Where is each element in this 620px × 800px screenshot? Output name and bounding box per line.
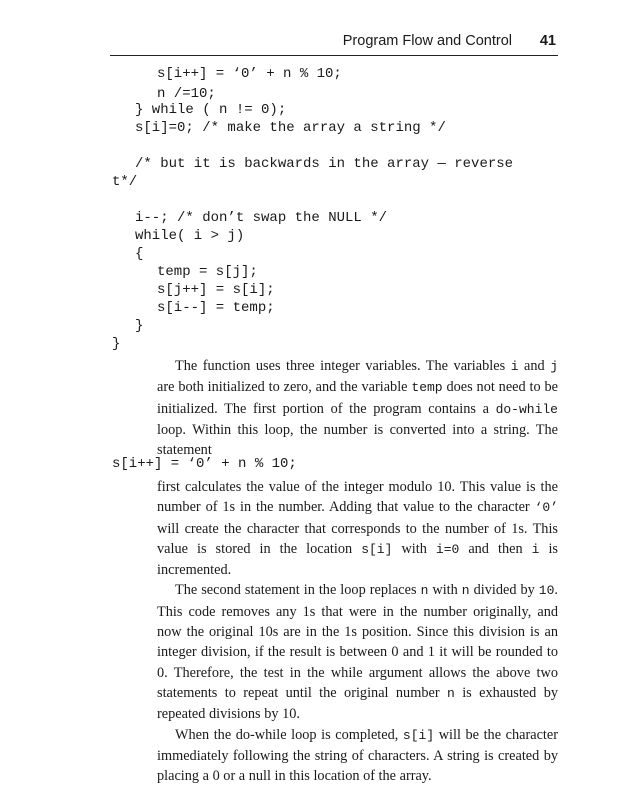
inline-code: j: [550, 359, 558, 374]
text-run: divided by: [469, 582, 539, 599]
text-run: does not need to be initialized. The first portion of the program contains a: [157, 379, 559, 417]
running-header-title: Program Flow and Control: [342, 33, 512, 49]
code-line: i--; /* don’t swap the NULL */: [135, 210, 388, 226]
code-line: s[i]=0; /* make the array a string */: [135, 120, 446, 136]
inline-code: ‘0’: [534, 500, 558, 516]
inline-code: n: [420, 583, 429, 599]
paragraph-1: [157, 356, 558, 460]
paragraph-3: [157, 580, 558, 724]
code-line: t*/: [112, 174, 138, 190]
text-run: with: [428, 582, 462, 599]
code-line: s[j++] = s[i];: [157, 282, 275, 298]
code-line: /* but it is backwards in the array — reverse: [135, 156, 514, 172]
code-statement: s[i++] = ‘0’ + n % 10;: [112, 456, 297, 472]
code-line: s[i++] = ‘0’ + n % 10;: [157, 66, 342, 82]
text-run: and then: [459, 540, 532, 557]
text-run: first calculates the value of the integer modulo 10. This value is the number of 1s in the number. Adding that value to the character: [157, 479, 558, 516]
code-line: temp = s[j];: [157, 264, 258, 280]
text-run: are both initialized to zero, and the variable: [157, 379, 412, 396]
text-run: will be the character immediately following the string of characters. A string is created by placing a 0 or a null in this location of the array.: [157, 726, 558, 785]
text-run: . This code removes any 1s that were in the number originally, and now the original 10s are in the 1s position. Since this division is an integer division, if the result is between 0 and 1 it will be rounded to 0. Therefore, the test in the while argument allows the above two statements to repeat until the original number: [157, 582, 558, 701]
inline-code: i=0: [435, 541, 460, 557]
text-run: is exhausted by repeated divisions by 10.: [157, 684, 558, 723]
inline-code: do-while: [495, 401, 558, 417]
text-run: and: [518, 358, 551, 374]
text-run: will create the character that corresponds to the number of 1s. This value is stored in the location: [157, 520, 558, 557]
inline-code: 10: [538, 583, 555, 599]
paragraph-4: [157, 725, 558, 787]
inline-code: i: [531, 541, 540, 557]
code-line: n /=10;: [157, 86, 216, 102]
inline-code: s[i]: [402, 727, 435, 743]
inline-code: n: [446, 685, 455, 701]
text-run: loop. Within this loop, the number is converted into a string. The statement: [157, 421, 558, 459]
paragraph-2: [157, 477, 558, 580]
inline-code: i: [510, 359, 519, 374]
code-line: }: [112, 336, 121, 352]
body-text: [157, 477, 558, 786]
inline-code: temp: [411, 380, 443, 396]
code-line: while( i > j): [135, 228, 245, 244]
running-header: [110, 33, 558, 56]
code-line: {: [135, 246, 144, 262]
text-run: The second statement in the loop replaces: [175, 582, 421, 599]
page-number: 41: [539, 33, 556, 49]
code-line: } while ( n != 0);: [135, 102, 287, 118]
inline-code: n: [461, 583, 470, 599]
text-run: The function uses three integer variables. The variables: [175, 358, 511, 374]
code-line: }: [135, 318, 144, 334]
code-line: s[i--] = temp;: [157, 300, 275, 316]
text-run: is incremented.: [157, 540, 558, 579]
text-run: When the do-while loop is completed,: [175, 726, 403, 743]
text-run: with: [392, 540, 436, 557]
inline-code: s[i]: [361, 541, 393, 557]
